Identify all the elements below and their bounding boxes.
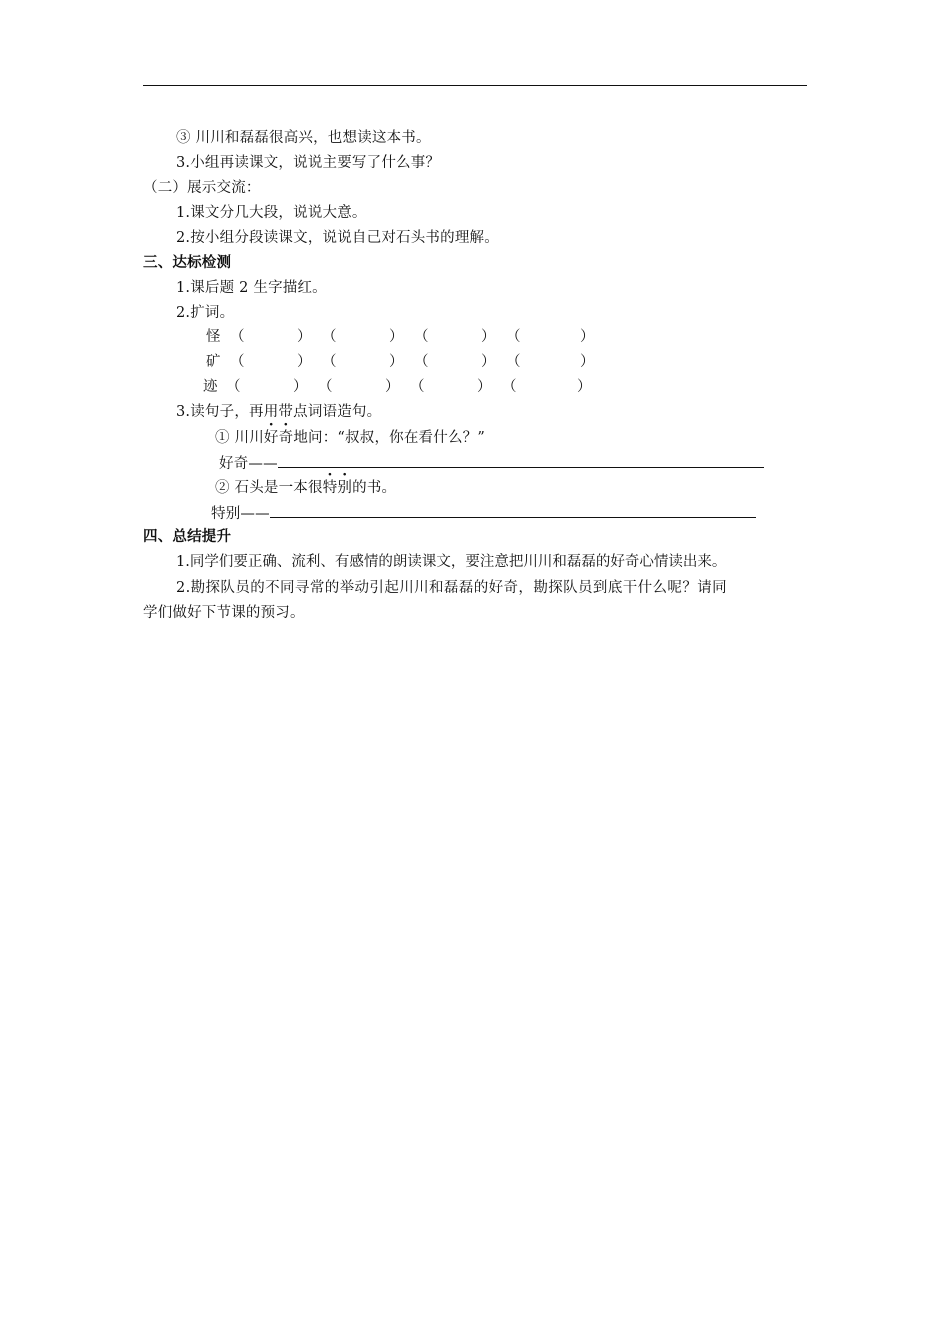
section-subheading: （二）展示交流： xyxy=(143,180,261,196)
dotted-char: 好 xyxy=(263,430,279,446)
paren: （ xyxy=(414,354,429,370)
section-heading: 三、达标检测 xyxy=(143,254,232,271)
answer-prompt: 特别—— xyxy=(211,506,270,522)
text-line: 1.课文分几大段，说说大意。 xyxy=(176,205,367,221)
paren: ） xyxy=(481,329,496,345)
word-row xyxy=(0,377,950,397)
sentence-2 xyxy=(215,478,396,498)
sentence-text: ② 石头是一本很 xyxy=(215,480,323,496)
answer-prompt: 好奇—— xyxy=(219,456,278,472)
answer-line-2 xyxy=(211,503,756,524)
paren: ） xyxy=(580,329,595,345)
text-line: 3.读句子，再用带点词语造句。 xyxy=(176,404,382,420)
paren: ） xyxy=(580,354,595,370)
sentence-text: ① 川川 xyxy=(215,430,264,446)
paren: （ xyxy=(230,329,245,345)
word-char: 迹 xyxy=(203,379,218,395)
section-heading: 四、总结提升 xyxy=(143,528,232,545)
paren: ） xyxy=(389,354,404,370)
paren: ） xyxy=(481,354,496,370)
paren: ） xyxy=(477,379,492,395)
answer-blank[interactable] xyxy=(270,503,756,518)
text-line: 3.小组再读课文，说说主要写了什么事？ xyxy=(176,155,441,171)
word-char: 矿 xyxy=(206,354,221,370)
paren: （ xyxy=(226,379,241,395)
text-line: 2.勘探队员的不同寻常的举动引起川川和磊磊的好奇，勘探队员到底干什么呢？请同 xyxy=(176,580,728,596)
paren: （ xyxy=(230,354,245,370)
answer-line-1 xyxy=(219,453,764,474)
paren: （ xyxy=(322,329,337,345)
text-line: ③ 川川和磊磊很高兴，也想读这本书。 xyxy=(176,130,431,146)
paren: （ xyxy=(414,329,429,345)
paren: ） xyxy=(297,354,312,370)
paren: ） xyxy=(297,329,312,345)
paren: （ xyxy=(322,354,337,370)
sentence-text: 地问：“叔叔，你在看什么？” xyxy=(293,430,485,446)
sentence-1 xyxy=(215,428,485,448)
paren: （ xyxy=(318,379,333,395)
sentence-text: 的书。 xyxy=(352,480,397,496)
word-row xyxy=(0,327,950,347)
text-line: 学们做好下节课的预习。 xyxy=(143,605,305,621)
paren: （ xyxy=(410,379,425,395)
header-rule xyxy=(143,85,807,86)
text-line: 1.课后题 2 生字描红。 xyxy=(176,280,327,296)
word-char: 怪 xyxy=(206,329,221,345)
paren: ） xyxy=(389,329,404,345)
paren: （ xyxy=(506,354,521,370)
dotted-char: 奇 xyxy=(278,430,294,446)
paren: ） xyxy=(385,379,400,395)
paren: ） xyxy=(577,379,592,395)
paren: （ xyxy=(502,379,517,395)
text-line: 2.扩词。 xyxy=(176,305,235,321)
paren: （ xyxy=(506,329,521,345)
dotted-char: 特 xyxy=(322,480,338,496)
text-line: 2.按小组分段读课文，说说自己对石头书的理解。 xyxy=(176,230,499,246)
text-line: 1.同学们要正确、流利、有感情的朗读课文，要注意把川川和磊磊的好奇心情读出来。 xyxy=(176,554,727,570)
word-row xyxy=(0,352,950,372)
answer-blank[interactable] xyxy=(278,453,764,468)
dotted-char: 别 xyxy=(337,480,353,496)
paren: ） xyxy=(293,379,308,395)
